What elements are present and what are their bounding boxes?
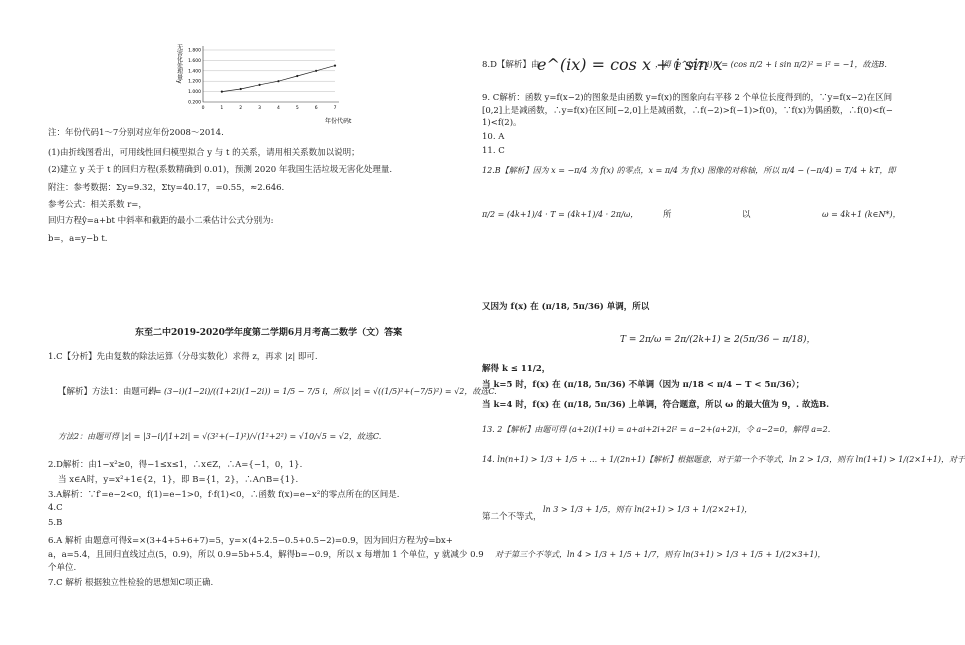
data-point bbox=[221, 91, 223, 93]
answer-6-line2: a，a=5.4，且回归直线过点(5，0.9)，所以 0.9=5b+5.4，解得b=−0.9，所以 x 每增加 1 个单位，y 就减少 0.9 bbox=[48, 550, 484, 560]
answer-12-line7: 当 k=4 时，f(x) 在 (π/18, 5π/36) 上单调，符合题意，所以 ω 的最大值为 9，. 故选B. bbox=[482, 400, 830, 410]
data-point bbox=[296, 75, 298, 77]
x-tick-label: 0 bbox=[201, 106, 205, 111]
question-1: (1)由折线图看出，可用线性回归模型拟合 y 与 t 的关系，请用相关系数加以说明； bbox=[48, 148, 360, 158]
answer-8-prefix: 8.D【解析】由 bbox=[482, 60, 540, 70]
chart-ticks bbox=[188, 48, 336, 112]
answer-3: 3.A解析：∵f′=e−2<0，f(1)=e−1>0，f·f(1)<0，∴函数 f(x)=e−x²的零点所在的区间是. bbox=[48, 490, 400, 500]
answer-6-line1: 6.A 解析 由题意可得x̄=×(3+4+5+6+7)=5，y=×(4+2.5−0.5+0.5−2)=0.9，因为回归方程为ŷ=bx+ bbox=[48, 536, 453, 546]
answer-9-line2: [0,2]上是减函数，∴y=f(x)在区间[−2,0]上是减函数，∴f(−2)>f(−1)>f(0)，∵f(x)为偶函数，∴f(0)<f(− bbox=[482, 106, 893, 116]
answer-11: 11. C bbox=[482, 146, 505, 156]
answer-4: 4.C bbox=[48, 503, 63, 513]
answer-title: 东至二中2019-2020学年度第二学期6月月考高二数学（文）答案 bbox=[135, 328, 403, 338]
chart-ylabel: 无害化处理量y bbox=[175, 44, 183, 84]
answer-9-line1: 9. C解析：函数 y=f(x−2)的图象是由函数 y=f(x)的图象向右平移 2 个单位长度得到的，∵y=f(x−2)在区间 bbox=[482, 93, 893, 103]
y-tick-label: 1.400 bbox=[188, 69, 201, 75]
answer-12-line2d: ω = 4k+1 (k∈N*)， bbox=[822, 210, 901, 219]
answer-10: 10. A bbox=[482, 132, 505, 142]
y-tick-label: 1.600 bbox=[188, 58, 201, 64]
data-point bbox=[258, 84, 260, 86]
answer-2-line1: 2.D解析：由1−x²≥0，得−1≤x≤1，∴x∈Z，∴A={−1，0，1}. bbox=[48, 460, 303, 470]
data-point bbox=[334, 65, 336, 67]
regression-text: 回归方程ŷ=a+bt 中斜率和截距的最小二乘估计公式分别为: bbox=[48, 216, 274, 226]
answer-14-line3: 对于第三个不等式，ln 4 > 1/3 + 1/5 + 1/7，则有 ln(3+1) > 1/3 + 1/5 + 1/(2×3+1)， bbox=[495, 550, 826, 559]
y-tick-label: 1.200 bbox=[188, 79, 201, 85]
answer-12-line1: 12.B【解析】因为 x = −π/4 为 f(x) 的零点，x = π/4 为 f(x) 图像的对称轴，所以 π/4 − (−π/4) = T/4 + kT，即 bbox=[482, 166, 896, 175]
y-tick-label: 1.800 bbox=[188, 48, 201, 54]
answer-12-line2a: π/2 = (4k+1)/4 · T = (4k+1)/4 · 2π/ω， bbox=[482, 210, 639, 219]
answer-12-line2c: 以 bbox=[742, 210, 751, 220]
chart-xlabel: 年份代码t bbox=[325, 118, 352, 125]
axes bbox=[203, 46, 339, 102]
answer-14-line2b: ln 3 > 1/3 + 1/5，则有 ln(2+1) > 1/3 + 1/(2×2+1)， bbox=[543, 505, 753, 514]
answer-8-formula: e^(ix) = cos x + i sin x bbox=[537, 55, 723, 74]
answer-1-method1-label: 【解析】方法1：由题可得 bbox=[58, 387, 157, 397]
answer-14-line2a: 第二个不等式， bbox=[482, 512, 542, 522]
x-tick-label: 4 bbox=[276, 106, 280, 111]
note: 注：年份代码1～7分别对应年份2008～2014. bbox=[48, 128, 224, 138]
answer-12-line6: 当 k=5 时，f(x) 在 (π/18, 5π/36) 不单调（因为 π/18 < π/4 − T < 5π/36）； bbox=[482, 380, 805, 390]
line-chart bbox=[175, 40, 352, 125]
data-point bbox=[277, 80, 279, 82]
answer-9-line3: 1)<f(2)。 bbox=[482, 118, 522, 128]
answer-12-line3: 又因为 f(x) 在 (π/18, 5π/36) 单调，所以 bbox=[482, 302, 650, 312]
x-tick-label: 2 bbox=[239, 106, 243, 111]
answer-5: 5.B bbox=[48, 518, 63, 528]
question-2: (2)建立 y 关于 t 的回归方程(系数精确到 0.01)，预测 2020 年我国生活垃圾无害化处理量. bbox=[48, 165, 393, 175]
answer-12-line4: T = 2π/ω = 2π/(2k+1) ≥ 2(5π/36 − π/18)， bbox=[620, 335, 816, 345]
answer-12-line2b: 所 bbox=[663, 210, 672, 220]
x-tick-label: 3 bbox=[258, 106, 262, 111]
answer-2-line2: 当 x∈A时，y=x²+1∈{2，1}，即 B={1，2}，∴A∩B={1}. bbox=[58, 475, 299, 485]
series-line bbox=[222, 66, 335, 92]
x-tick-label: 7 bbox=[333, 106, 337, 111]
y-tick-label: 1.000 bbox=[188, 90, 201, 96]
data-point bbox=[315, 70, 317, 72]
x-tick-label: 6 bbox=[314, 106, 318, 111]
answer-8-rest: ，得 (e^(π/2 i))² = (cos π/2 + i sin π/2)² = i² = −1，故选B. bbox=[655, 60, 887, 69]
least-squares-formula: b=，a=y−b t. bbox=[48, 234, 108, 244]
answer-13: 13. 2【解析】由题可得 (a+2i)(1+i) = a+ai+2i+2i² = a−2+(a+2)i，令 a−2=0，解得 a=2. bbox=[482, 425, 831, 434]
x-tick-label: 1 bbox=[220, 106, 224, 111]
reference-formula: 参考公式：相关系数 r=， bbox=[48, 200, 147, 210]
chart-axes bbox=[203, 46, 339, 102]
answer-14-line1: 14. ln(n+1) > 1/3 + 1/5 + … + 1/(2n+1)【解析】根据题意，对于第一个不等式，ln 2 > 1/3，则有 ln(1+1) > 1/(2×1+1)，对于 bbox=[482, 455, 965, 464]
chart-series bbox=[221, 65, 336, 93]
answer-1-method2: 方法2：由题可得 |z| = |3−i|/|1+2i| = √(3²+(−1)²)/√(1²+2²) = √10/√5 = √2，故选C. bbox=[58, 432, 382, 441]
answer-6-line3: 个单位. bbox=[48, 563, 77, 573]
x-tick-label: 5 bbox=[295, 106, 299, 111]
reference-data: 附注：参考数据：Σy=9.32，Σty=40.17，=0.55，≈2.646. bbox=[48, 183, 285, 193]
data-point bbox=[240, 88, 242, 90]
answer-1-head: 1.C【分析】先由复数的除法运算（分母实数化）求得 z，再求 |z| 即可. bbox=[48, 352, 318, 362]
answer-12-line5: 解得 k ≤ 11/2， bbox=[482, 364, 551, 374]
y-tick-label: 0.200 bbox=[188, 100, 201, 106]
answer-1-method1-expr: z = (3−i)(1−2i)/((1+2i)(1−2i)) = 1/5 − 7/5 i，所以 |z| = √((1/5)²+(−7/5)²) = √2，故选C. bbox=[148, 387, 497, 396]
answer-7: 7.C 解析 根据独立性检验的思想知C项正确. bbox=[48, 578, 214, 588]
